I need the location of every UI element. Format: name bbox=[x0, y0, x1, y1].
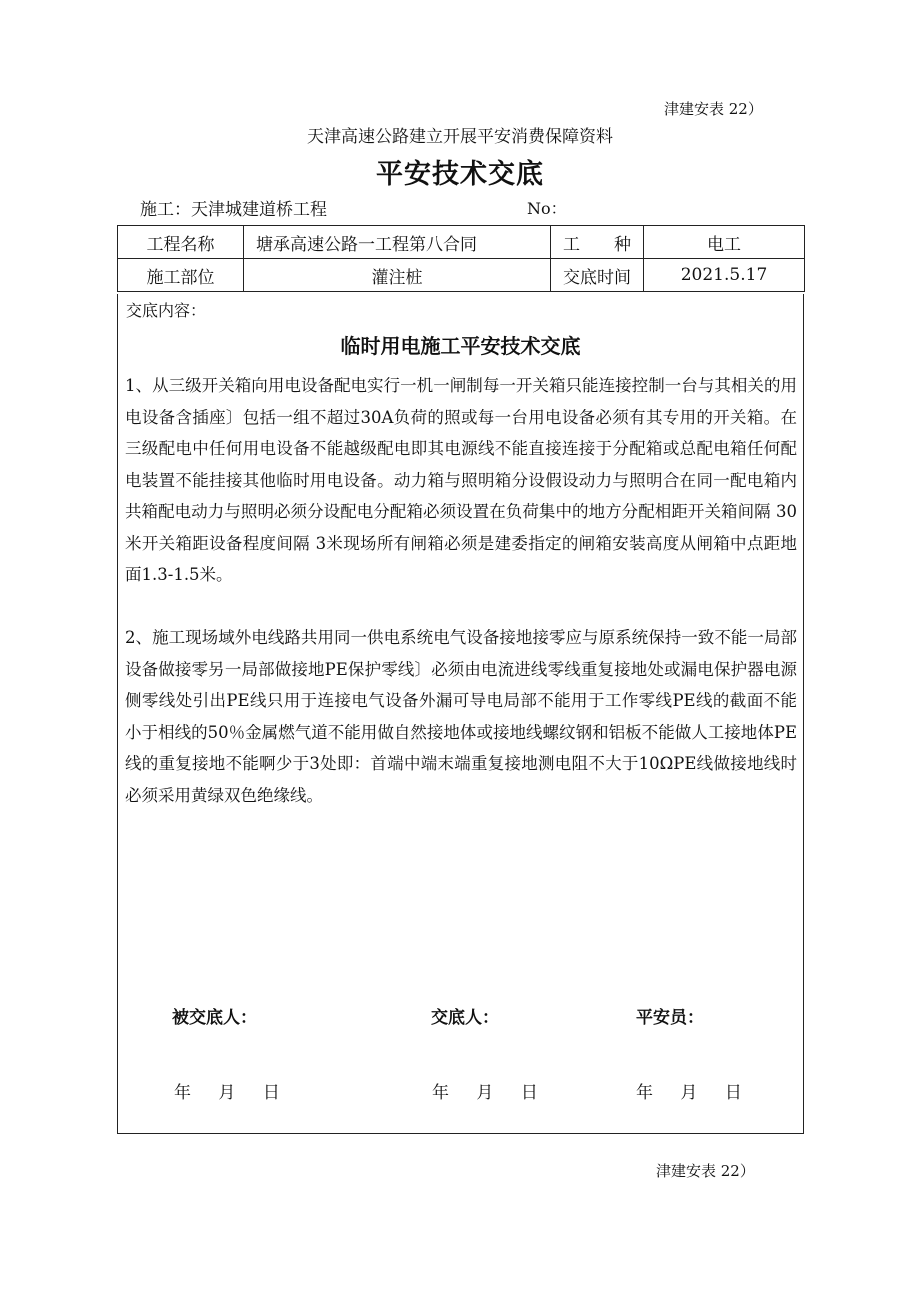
date-label: 交底时间 bbox=[551, 259, 644, 292]
date-value: 2021.5.17 bbox=[644, 259, 805, 292]
site-value: 灌注桩 bbox=[244, 259, 551, 292]
date-year: 年 bbox=[174, 1083, 192, 1103]
date-day: 日 bbox=[724, 1083, 743, 1103]
trade-value: 电工 bbox=[644, 226, 805, 259]
document-header: 天津高速公路建立开展平安消费保障资料 bbox=[307, 127, 613, 147]
project-name-label: 工程名称 bbox=[118, 226, 244, 259]
receiver-date bbox=[174, 1078, 281, 1103]
date-month: 月 bbox=[680, 1083, 699, 1103]
safety-officer-signature-label: 平安员： bbox=[636, 1008, 704, 1028]
section-title: 临时用电施工平安技术交底 bbox=[340, 334, 581, 358]
table-row bbox=[118, 259, 805, 292]
safety-officer-date bbox=[636, 1078, 743, 1103]
content-label: 交底内容： bbox=[126, 301, 207, 320]
trade-label: 工 种 bbox=[551, 226, 644, 259]
giver-date bbox=[432, 1078, 539, 1103]
paragraph-1: 1、从三级开关箱向用电设备配电实行一机一闸制每一开关箱只能连接控制一台与其相关的用电设备含插座〕包括一组不超过30A负荷的照或每一台用电设备必须有其专用的开关箱。在三级配电中任何用电设备不能越级配电即其电源线不能直接连接于分配箱或总配电箱任何配电装置不能挂接其他临时用电设备。动力箱与照明箱分设假设动力与照明合在同一配电箱内共箱配电动力与照明必须分设配电分配箱必须设置在负荷集中的地方分配相距开关箱间隔 30米开关箱距设备程度间隔 3米现场所有闸箱必须是建委指定的闸箱安装高度从闸箱中点距地面1.3-1.5米。 bbox=[125, 376, 797, 584]
page-title: 平安技术交底 bbox=[376, 159, 544, 190]
date-day: 日 bbox=[262, 1083, 281, 1103]
date-day: 日 bbox=[520, 1083, 539, 1103]
paragraph-2: 2、施工现场域外电线路共用同一供电系统电气设备接地接零应与原系统保持一致不能一局部设备做接零另一局部做接地PE保护零线〕必须由电流进线零线重复接地处或漏电保护器电源侧零线处引出PE线只用于连接电气设备外漏可导电局部不能用于工作零线PE线的截面不能小于相线的50％金属燃气道不能用做自然接地体或接地线螺纹钢和铝板不能做人工接地体PE线的重复接地不能啊少于3处即：首端中端末端重复接地测电阻不大于10ΩPE线做接地线时必须采用黄绿双色绝缘线。 bbox=[125, 628, 797, 805]
date-year: 年 bbox=[432, 1083, 450, 1103]
giver-signature-label: 交底人： bbox=[431, 1008, 499, 1028]
date-month: 月 bbox=[218, 1083, 237, 1103]
project-name-value: 塘承高速公路一工程第八合同 bbox=[244, 226, 551, 259]
content-box bbox=[117, 294, 804, 1134]
form-code-bottom: 津建安表 22） bbox=[656, 1162, 755, 1180]
date-month: 月 bbox=[476, 1083, 495, 1103]
table-row bbox=[118, 226, 805, 259]
form-code-top: 津建安表 22） bbox=[664, 100, 763, 118]
number-label: No： bbox=[527, 199, 567, 218]
date-year: 年 bbox=[636, 1083, 654, 1103]
receiver-signature-label: 被交底人： bbox=[172, 1008, 257, 1028]
info-table bbox=[117, 225, 805, 292]
contractor-line: 施工：天津城建道桥工程 bbox=[140, 200, 327, 220]
site-label: 施工部位 bbox=[118, 259, 244, 292]
